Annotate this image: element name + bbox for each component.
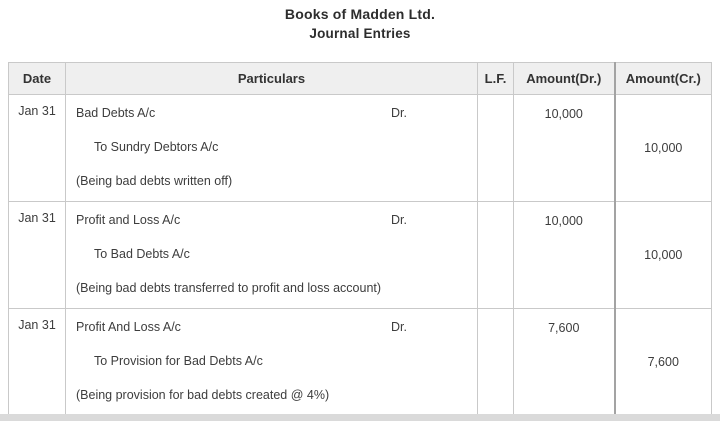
debit-account: Profit and Loss A/c [76,213,181,227]
entry-amount-dr [514,202,615,309]
narration: (Being provision for bad debts created @ 4%) [76,388,330,402]
entry-lf [478,309,514,416]
entry-amount-dr [514,309,615,416]
debit-line [76,317,467,337]
amount-dr-value: 10,000 [544,107,583,121]
column-header-particulars: Particulars [66,63,478,95]
page-bottom-edge [0,414,720,421]
column-header-amount-dr: Amount(Dr.) [514,63,615,95]
credit-account: To Bad Debts A/c [94,247,190,261]
entry-amount-cr [615,202,712,309]
amount-dr-value: 10,000 [544,214,583,228]
credit-account: To Provision for Bad Debts A/c [94,354,263,368]
doc-subtitle: Journal Entries [309,26,411,41]
amount-cr-value: 7,600 [647,355,679,369]
journal-entries-table [8,62,712,416]
debit-account: Profit And Loss A/c [76,320,181,334]
entry-particulars [66,95,478,202]
entry-date: Jan 31 [9,202,66,309]
amount-dr-value: 7,600 [548,321,580,335]
debit-line [76,210,467,230]
entry-amount-cr [615,95,712,202]
debit-marker: Dr. [391,213,407,227]
debit-line [76,103,467,123]
header-row [9,63,712,95]
title-block [0,6,720,41]
debit-marker: Dr. [391,320,407,334]
amount-cr-value: 10,000 [644,248,683,262]
narration: (Being bad debts transferred to profit and loss account) [76,281,382,295]
amount-cr-value: 10,000 [644,141,683,155]
column-header-amount-cr: Amount(Cr.) [615,63,712,95]
entry-amount-dr [514,95,615,202]
column-header-date: Date [9,63,66,95]
credit-account: To Sundry Debtors A/c [94,140,219,154]
entry-amount-cr [615,309,712,416]
column-header-lf: L.F. [478,63,514,95]
entry-particulars [66,309,478,416]
entry-lf [478,95,514,202]
doc-title: Books of Madden Ltd. [284,6,436,22]
entry-particulars [66,202,478,309]
entry-date: Jan 31 [9,309,66,416]
narration: (Being bad debts written off) [76,174,233,188]
journal-entry-row [9,95,712,202]
debit-marker: Dr. [391,106,407,120]
entry-lf [478,202,514,309]
entry-date: Jan 31 [9,95,66,202]
debit-account: Bad Debts A/c [76,106,156,120]
journal-entry-row [9,309,712,416]
journal-entry-row [9,202,712,309]
